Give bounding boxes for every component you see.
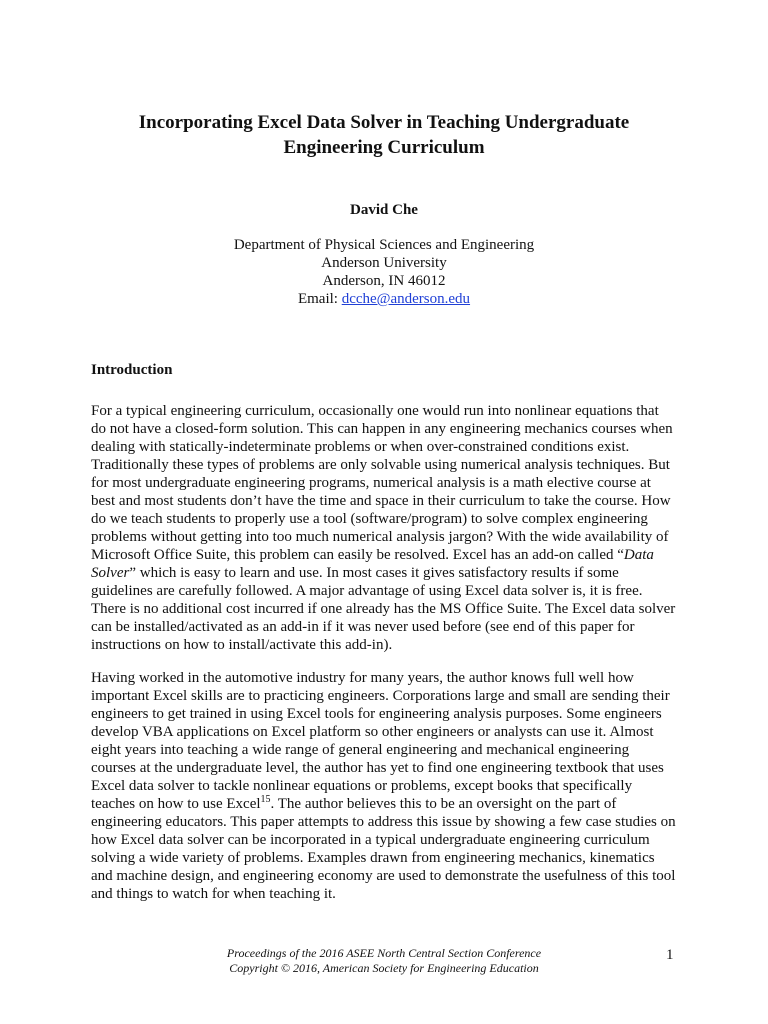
- text-line: and things to watch for when teaching it.: [91, 886, 336, 902]
- location: Anderson, IN 46012: [322, 273, 446, 289]
- text-segment: teaches on how to use Excel: [91, 796, 261, 812]
- text-line: problems without getting into too much numerical analysis jargon? With the wide availability of: [91, 529, 669, 545]
- department: Department of Physical Sciences and Engineering: [233, 237, 535, 253]
- text-line: [91, 564, 682, 582]
- text-line: engineers to get trained in using Excel tools for engineering analysis purposes. Some engineers: [91, 706, 662, 722]
- paragraph-1: [91, 402, 682, 654]
- text-line: Excel data solver to tackle nonlinear equations or problems, except books that specifically: [91, 778, 633, 794]
- footer-copyright: Copyright © 2016, American Society for Engineering Education: [229, 961, 539, 975]
- text-line: [91, 795, 682, 813]
- text-line: courses at the undergraduate level, the author has yet to find one engineering textbook that uses: [91, 760, 664, 776]
- text-line: do not have a closed-form solution. This can happen in any engineering mechanics courses when: [91, 421, 673, 437]
- section-heading-introduction: Introduction: [91, 362, 173, 378]
- text-line: instructions on how to install/activate this add-in).: [91, 637, 393, 653]
- text-line: important Excel skills are to practicing engineers. Corporations large and small are sending their: [91, 688, 670, 704]
- text-line: can be installed/activated as an add-in if it was never used before (see end of this paper for: [91, 619, 635, 635]
- text-line: guidelines are carefully followed. A major advantage of using Excel data solver is, it is free.: [91, 583, 643, 599]
- page-footer: [180, 946, 588, 976]
- text-line: There is no additional cost incurred if one already has the MS Office Suite. The Excel data solver: [91, 601, 676, 617]
- text-line: for most undergraduate engineering programs, numerical analysis is a math elective course at: [91, 475, 651, 491]
- text-line: dealing with statically-indeterminate problems or when over-constrained conditions exist.: [91, 439, 630, 455]
- paper-title: [90, 110, 678, 160]
- text-line: [91, 546, 682, 564]
- text-line: Having worked in the automotive industry for many years, the author knows full well how: [91, 670, 634, 686]
- footer-proceedings: Proceedings of the 2016 ASEE North Central Section Conference: [226, 946, 542, 960]
- text-segment: Microsoft Office Suite, this problem can easily be resolved. Excel has an add-on called “: [91, 547, 624, 563]
- email-label: Email:: [297, 291, 342, 307]
- author-name: David Che: [350, 202, 418, 218]
- email-link[interactable]: dcche@anderson.edu: [341, 291, 471, 307]
- text-line: develop VBA applications on Excel platform so other engineers or analysts can use it. Almost: [91, 724, 654, 740]
- text-line: and machine design, and engineering economy are used to demonstrate the usefulness of this tool: [91, 868, 676, 884]
- italic-term: Solver: [91, 565, 130, 581]
- university: Anderson University: [321, 255, 447, 271]
- text-segment: ” which is easy to learn and use. In most cases it gives satisfactory results if some: [129, 565, 619, 581]
- citation-superscript: 15: [260, 794, 271, 805]
- affiliation-block: [90, 236, 678, 308]
- text-line: For a typical engineering curriculum, occasionally one would run into nonlinear equations that: [91, 403, 659, 419]
- text-line: how Excel data solver can be incorporated in a typical undergraduate engineering curriculum: [91, 832, 650, 848]
- email-line: [90, 290, 678, 308]
- text-line: eight years into teaching a wide range of general engineering and mechanical engineering: [91, 742, 630, 758]
- text-line: solving a wide variety of problems. Examples drawn from engineering mechanics, kinematics: [91, 850, 655, 866]
- title-line-2: Engineering Curriculum: [283, 137, 485, 158]
- text-line: best and most students don’t have the time and space in their curriculum to take the course. How: [91, 493, 671, 509]
- text-line: do we teach students to properly use a tool (software/program) to solve complex engineering: [91, 511, 648, 527]
- text-line: Traditionally these types of problems are only solvable using numerical analysis techniques. But: [91, 457, 670, 473]
- text-segment: . The author believes this to be an oversight on the part of: [270, 796, 617, 812]
- title-line-1: Incorporating Excel Data Solver in Teaching Undergraduate: [138, 112, 630, 133]
- page-number: 1: [666, 947, 674, 963]
- italic-term: Data: [623, 547, 654, 563]
- paragraph-2: [91, 669, 682, 903]
- text-line: engineering educators. This paper attempts to address this issue by showing a few case studies on: [91, 814, 676, 830]
